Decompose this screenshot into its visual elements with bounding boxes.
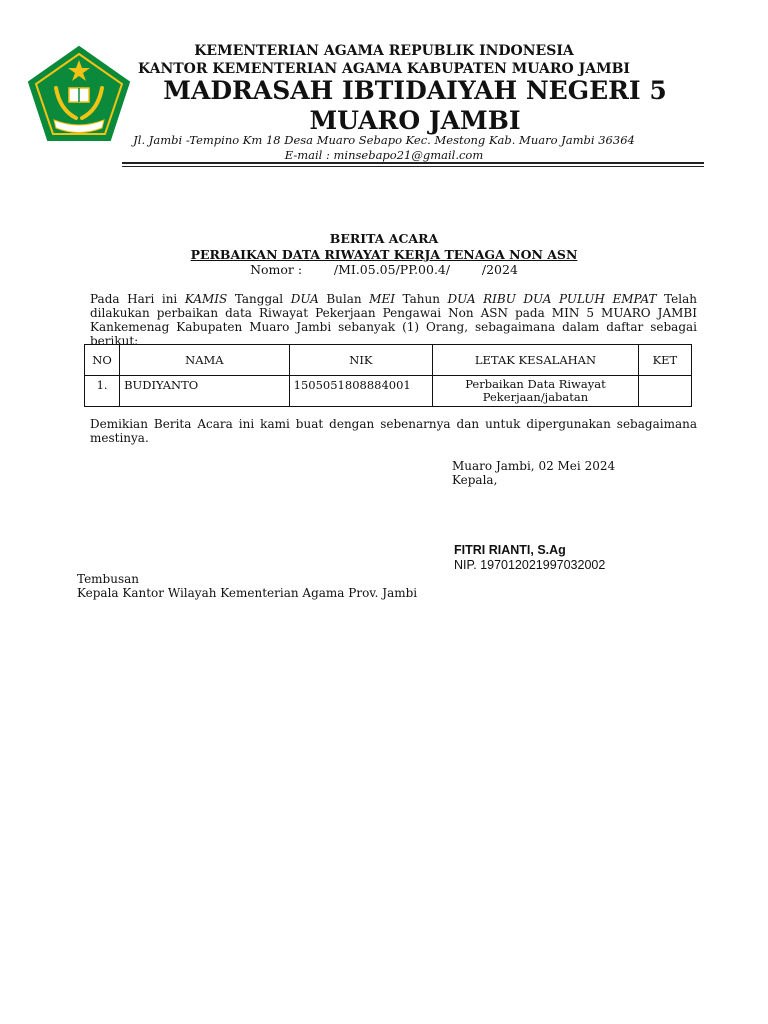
intro-text: Bulan	[318, 292, 370, 306]
tembusan-label: Tembusan	[77, 572, 140, 586]
kemenag-logo	[26, 44, 132, 144]
intro-paragraph	[90, 292, 697, 348]
signature-position: Kepala,	[452, 473, 498, 487]
header-rule-thin	[122, 166, 704, 167]
intro-day: KAMIS	[184, 292, 228, 306]
document-title: BERITA ACARA	[329, 231, 439, 246]
staff-table	[84, 344, 692, 407]
closing-paragraph: Demikian Berita Acara ini kami buat dengan sebenarnya dan untuk dipergunakan sebagaimana mestinya.	[90, 417, 697, 445]
header-rule-thick	[122, 162, 704, 164]
intro-text: Tahun	[394, 292, 448, 306]
signature-name: FITRI RIANTI, S.Ag	[454, 543, 566, 557]
intro-text: Tanggal	[227, 292, 291, 306]
cell-ket	[638, 376, 691, 407]
col-header-letak-kesalahan: LETAK KESALAHAN	[433, 345, 639, 376]
signature-place-date: Muaro Jambi, 02 Mei 2024	[452, 459, 616, 473]
document-subtitle: PERBAIKAN DATA RIWAYAT KERJA TENAGA NON ASN	[190, 247, 578, 262]
header-email: E-mail : minsebapo21@gmail.com	[284, 148, 484, 162]
header-office: KANTOR KEMENTERIAN AGAMA KABUPATEN MUARO JAMBI	[138, 61, 630, 77]
cell-no: 1.	[85, 376, 120, 407]
document-number: Nomor : /MI.05.05/PP.00.4/ /2024	[250, 262, 518, 277]
intro-year: DUA RIBU DUA PULUH EMPAT	[447, 292, 657, 306]
col-header-nik: NIK	[289, 345, 432, 376]
cell-nama: BUDIYANTO	[120, 376, 290, 407]
header-address: Jl. Jambi -Tempino Km 18 Desa Muaro Sebapo Kec. Mestong Kab. Muaro Jambi 36364	[133, 133, 635, 147]
intro-text: Pada Hari ini	[90, 292, 185, 306]
col-header-ket: KET	[638, 345, 691, 376]
table-row	[85, 376, 692, 407]
cell-letak-kesalahan: Perbaikan Data Riwayat Pekerjaan/jabatan	[433, 376, 639, 407]
table-header-row	[85, 345, 692, 376]
col-header-nama: NAMA	[120, 345, 290, 376]
col-header-no: NO	[85, 345, 120, 376]
intro-text: Telah dilakukan perbaikan data Riwayat Pekerjaan Pengawai Non ASN pada MIN 5 MUARO JAMBI Kankemenag Kabupaten Muaro Jambi sebanyak (1) Orang, sebagaimana dalam daftar sebagai berikut:	[90, 292, 697, 348]
tembusan-recipient: Kepala Kantor Wilayah Kementerian Agama Prov. Jambi	[77, 586, 418, 600]
header-ministry: KEMENTERIAN AGAMA REPUBLIK INDONESIA	[194, 43, 574, 59]
intro-date: DUA	[290, 292, 319, 306]
signature-nip: NIP. 197012021997032002	[454, 558, 606, 572]
cell-nik: 1505051808884001	[289, 376, 432, 407]
intro-month: MEI	[369, 292, 395, 306]
header-school-name: MADRASAH IBTIDAIYAH NEGERI 5 MUARO JAMBI	[163, 76, 667, 135]
